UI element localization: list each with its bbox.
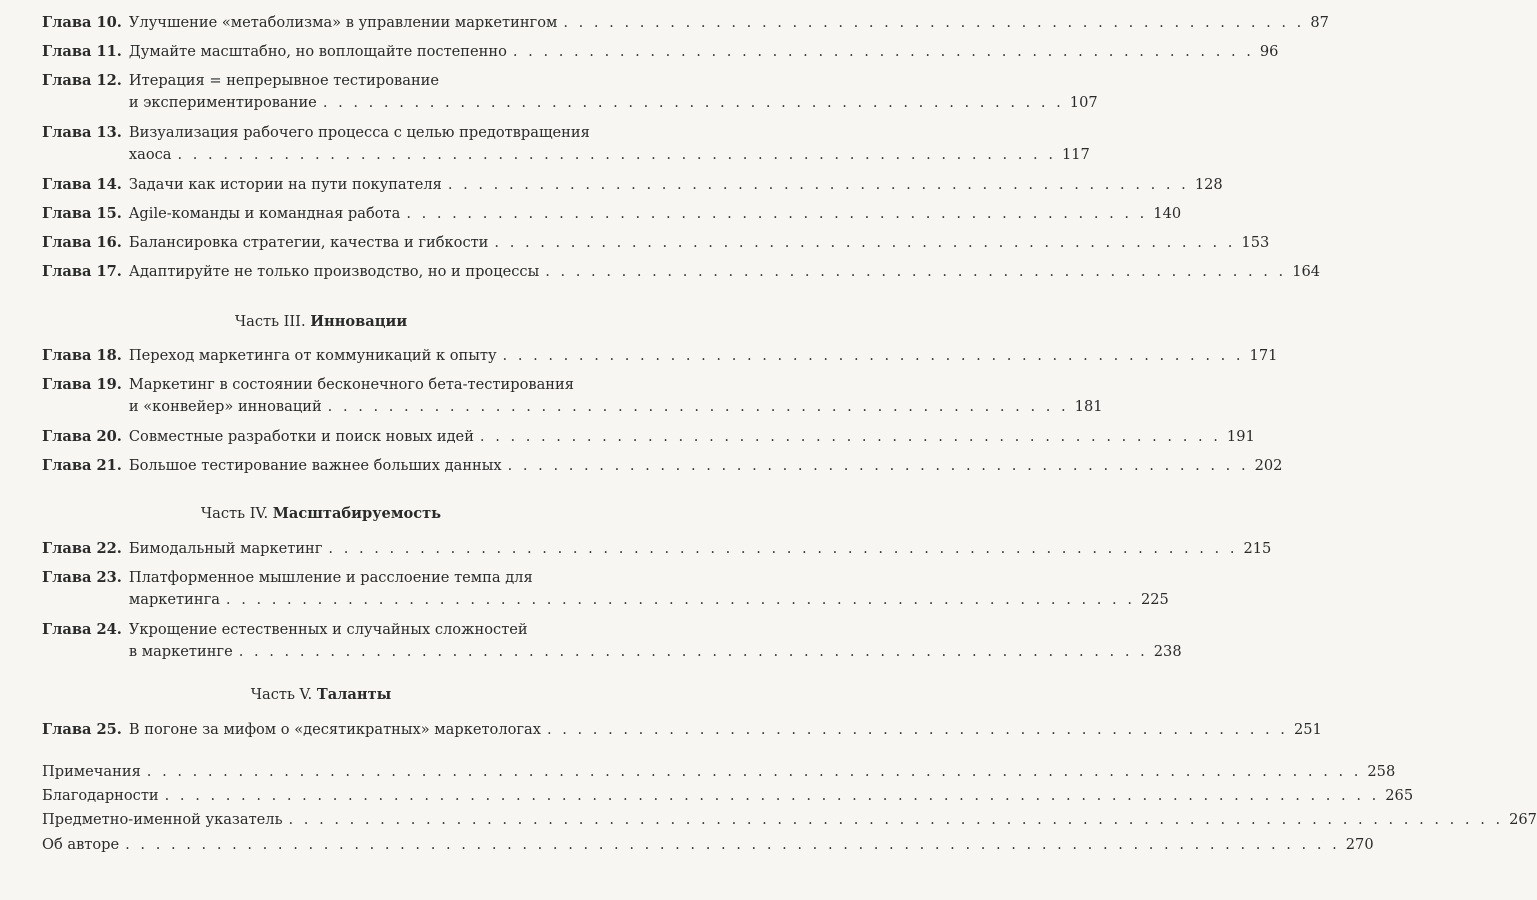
dot-leader: . . . . . . . . . . . . . . . . . . . . . . . . . . . . . . . . . . . . . . . . . . . . . . . . . [502,347,1244,364]
backmatter-title: Благодарности [42,787,159,804]
chapter-title-line: хаоса [128,146,172,163]
part-heading-4 [0,503,642,525]
page-number: 171 [1249,347,1278,364]
chapter-title-line: Укрощение естественных и случайных сложностей [128,621,528,638]
backmatter-title: Предметно-именной указатель [42,811,283,828]
dot-leader: . . . . . . . . . . . . . . . . . . . . . . . . . . . . . . . . . . . . . . . . . . . . . . . . . . . . . . . . . . [177,146,1056,163]
backmatter-title: Примечания [42,763,141,780]
dot-leader: . . . . . . . . . . . . . . . . . . . . . . . . . . . . . . . . . . . . . . . . . . . . . . . . . [512,43,1254,60]
part-title: Таланты [316,686,392,703]
page-number: 267 [1509,811,1537,828]
chapter-label: Глава 22. [42,540,122,557]
dot-leader: . . . . . . . . . . . . . . . . . . . . . . . . . . . . . . . . . . . . . . . . . . . . . . . . . [322,94,1064,111]
chapter-title: Задачи как истории на пути покупателя [128,176,442,193]
chapter-title: Agile-команды и командная работа [128,205,401,222]
dot-leader: . . . . . . . . . . . . . . . . . . . . . . . . . . . . . . . . . . . . . . . . . . . . . . . . . . . . . . . . . . . . [328,540,1238,557]
toc-entry-ch13[interactable] [42,122,1090,166]
chapter-title: Большое тестирование важнее больших данных [128,457,502,474]
page-number: 215 [1243,540,1272,557]
part-prefix: Часть III. [234,313,306,330]
chapter-title-line: Итерация = непрерывное тестирование [128,72,440,89]
dot-leader: . . . . . . . . . . . . . . . . . . . . . . . . . . . . . . . . . . . . . . . . . . . . . . . . . . . . . . . . . . . . . . . . . . . . . . . . . . . . . . . . [164,787,1380,804]
toc-entry-notes[interactable] [42,761,1396,783]
dot-leader: . . . . . . . . . . . . . . . . . . . . . . . . . . . . . . . . . . . . . . . . . . . . . . . . . [406,205,1148,222]
toc-entry-ch22[interactable] [42,538,1272,560]
chapter-label: Глава 19. [42,376,122,393]
chapter-label: Глава 16. [42,234,122,251]
chapter-title: Совместные разработки и поиск новых идей [128,428,474,445]
chapter-label: Глава 10. [42,14,122,31]
dot-leader: . . . . . . . . . . . . . . . . . . . . . . . . . . . . . . . . . . . . . . . . . . . . . . . . . [546,721,1288,738]
part-title: Масштабируемость [272,505,442,522]
page-number: 238 [1153,643,1182,660]
page-number: 251 [1293,721,1322,738]
page-number: 140 [1153,205,1182,222]
chapter-label: Глава 12. [42,72,122,89]
chapter-title: Думайте масштабно, но воплощайте постепенно [128,43,507,60]
toc-entry-ch12[interactable] [42,70,1098,114]
backmatter-title: Об авторе [42,836,120,853]
page-number: 153 [1241,234,1270,251]
chapter-title: Балансировка стратегии, качества и гибкости [128,234,489,251]
chapter-title-line: и «конвейер» инноваций [128,398,322,415]
page-number: 96 [1259,43,1279,60]
toc-entry-ch23[interactable] [42,567,1169,611]
chapter-label: Глава 13. [42,124,122,141]
page-number: 258 [1367,763,1396,780]
chapter-title: Переход маркетинга от коммуникаций к опыту [128,347,497,364]
dot-leader: . . . . . . . . . . . . . . . . . . . . . . . . . . . . . . . . . . . . . . . . . . . . . . . . . [447,176,1189,193]
toc-entry-about-author[interactable] [42,834,1374,856]
chapter-label: Глава 18. [42,347,122,364]
chapter-label: Глава 14. [42,176,122,193]
toc-entry-ch11[interactable] [42,41,1279,63]
chapter-title: Бимодальный маркетинг [128,540,323,557]
part-heading-5 [0,684,642,706]
chapter-label: Глава 23. [42,569,122,586]
dot-leader: . . . . . . . . . . . . . . . . . . . . . . . . . . . . . . . . . . . . . . . . . . . . . . . . . . . . . . . . . . . . . . . . . . . . . . . . . . . . . . . . [125,836,1340,853]
page-number: 87 [1310,14,1329,31]
chapter-label: Глава 24. [42,621,122,638]
chapter-label: Глава 17. [42,263,122,280]
page-number: 181 [1074,398,1103,415]
dot-leader: . . . . . . . . . . . . . . . . . . . . . . . . . . . . . . . . . . . . . . . . . . . . . . . . . . . . . . . . . . . . . . . . . . . . . . . . . . . . . . . . [288,811,1504,828]
toc-entry-ch17[interactable] [42,261,1321,283]
toc-entry-ch15[interactable] [42,203,1182,225]
page-number: 270 [1345,836,1374,853]
page-number: 164 [1292,263,1321,280]
chapter-title-line: маркетинга [128,591,220,608]
page-number: 117 [1061,146,1090,163]
toc-entry-ch25[interactable] [42,719,1322,741]
chapter-label: Глава 20. [42,428,122,445]
toc-entry-ch19[interactable] [42,374,1103,418]
chapter-title-line: и экспериментирование [128,94,317,111]
toc-entry-ch21[interactable] [42,455,1283,477]
dot-leader: . . . . . . . . . . . . . . . . . . . . . . . . . . . . . . . . . . . . . . . . . . . . . . . . . [507,457,1249,474]
dot-leader: . . . . . . . . . . . . . . . . . . . . . . . . . . . . . . . . . . . . . . . . . . . . . . . . . [545,263,1287,280]
toc-entry-ch14[interactable] [42,174,1223,196]
part-heading-3 [0,311,642,333]
dot-leader: . . . . . . . . . . . . . . . . . . . . . . . . . . . . . . . . . . . . . . . . . . . . . . . . . [563,14,1305,31]
toc-entry-index[interactable] [42,809,1537,831]
toc-entry-ch10[interactable] [42,12,1329,34]
page-number: 191 [1226,428,1255,445]
part-title: Инновации [310,313,408,330]
dot-leader: . . . . . . . . . . . . . . . . . . . . . . . . . . . . . . . . . . . . . . . . . . . . . . . . . . . . . . . . . . . . . . . . . . . . . . . . . . . . . . . . [146,763,1362,780]
dot-leader: . . . . . . . . . . . . . . . . . . . . . . . . . . . . . . . . . . . . . . . . . . . . . . . . . . . . . . . . . . . . [225,591,1135,608]
chapter-label: Глава 11. [42,43,122,60]
part-prefix: Часть IV. [200,505,269,522]
chapter-label: Глава 25. [42,721,122,738]
chapter-title-line: Визуализация рабочего процесса с целью предотвращения [128,124,590,141]
page-number: 225 [1140,591,1169,608]
dot-leader: . . . . . . . . . . . . . . . . . . . . . . . . . . . . . . . . . . . . . . . . . . . . . . . . . [494,234,1236,251]
dot-leader: . . . . . . . . . . . . . . . . . . . . . . . . . . . . . . . . . . . . . . . . . . . . . . . . . . . . . . . . . . . . [238,643,1148,660]
page-number: 107 [1069,94,1098,111]
page-number: 128 [1194,176,1223,193]
chapter-title-line: в маркетинге [128,643,233,660]
chapter-title: Улучшение «метаболизма» в управлении маркетингом [128,14,558,31]
toc-entry-ch24[interactable] [42,619,1182,663]
toc-entry-acknowledgements[interactable] [42,785,1414,807]
part-prefix: Часть V. [250,686,313,703]
toc-entry-ch16[interactable] [42,232,1270,254]
chapter-title-line: Платформенное мышление и расслоение темпа для [128,569,533,586]
dot-leader: . . . . . . . . . . . . . . . . . . . . . . . . . . . . . . . . . . . . . . . . . . . . . . . . . [327,398,1069,415]
page-number: 265 [1385,787,1414,804]
chapter-title-line: Маркетинг в состоянии бесконечного бета-тестирования [128,376,574,393]
toc-entry-ch18[interactable] [42,345,1278,367]
chapter-title: Адаптируйте не только производство, но и процессы [128,263,540,280]
chapter-title: В погоне за мифом о «десятикратных» маркетологах [128,721,541,738]
page-number: 202 [1254,457,1283,474]
dot-leader: . . . . . . . . . . . . . . . . . . . . . . . . . . . . . . . . . . . . . . . . . . . . . . . . . [479,428,1221,445]
chapter-label: Глава 21. [42,457,122,474]
chapter-label: Глава 15. [42,205,122,222]
toc-entry-ch20[interactable] [42,426,1255,448]
